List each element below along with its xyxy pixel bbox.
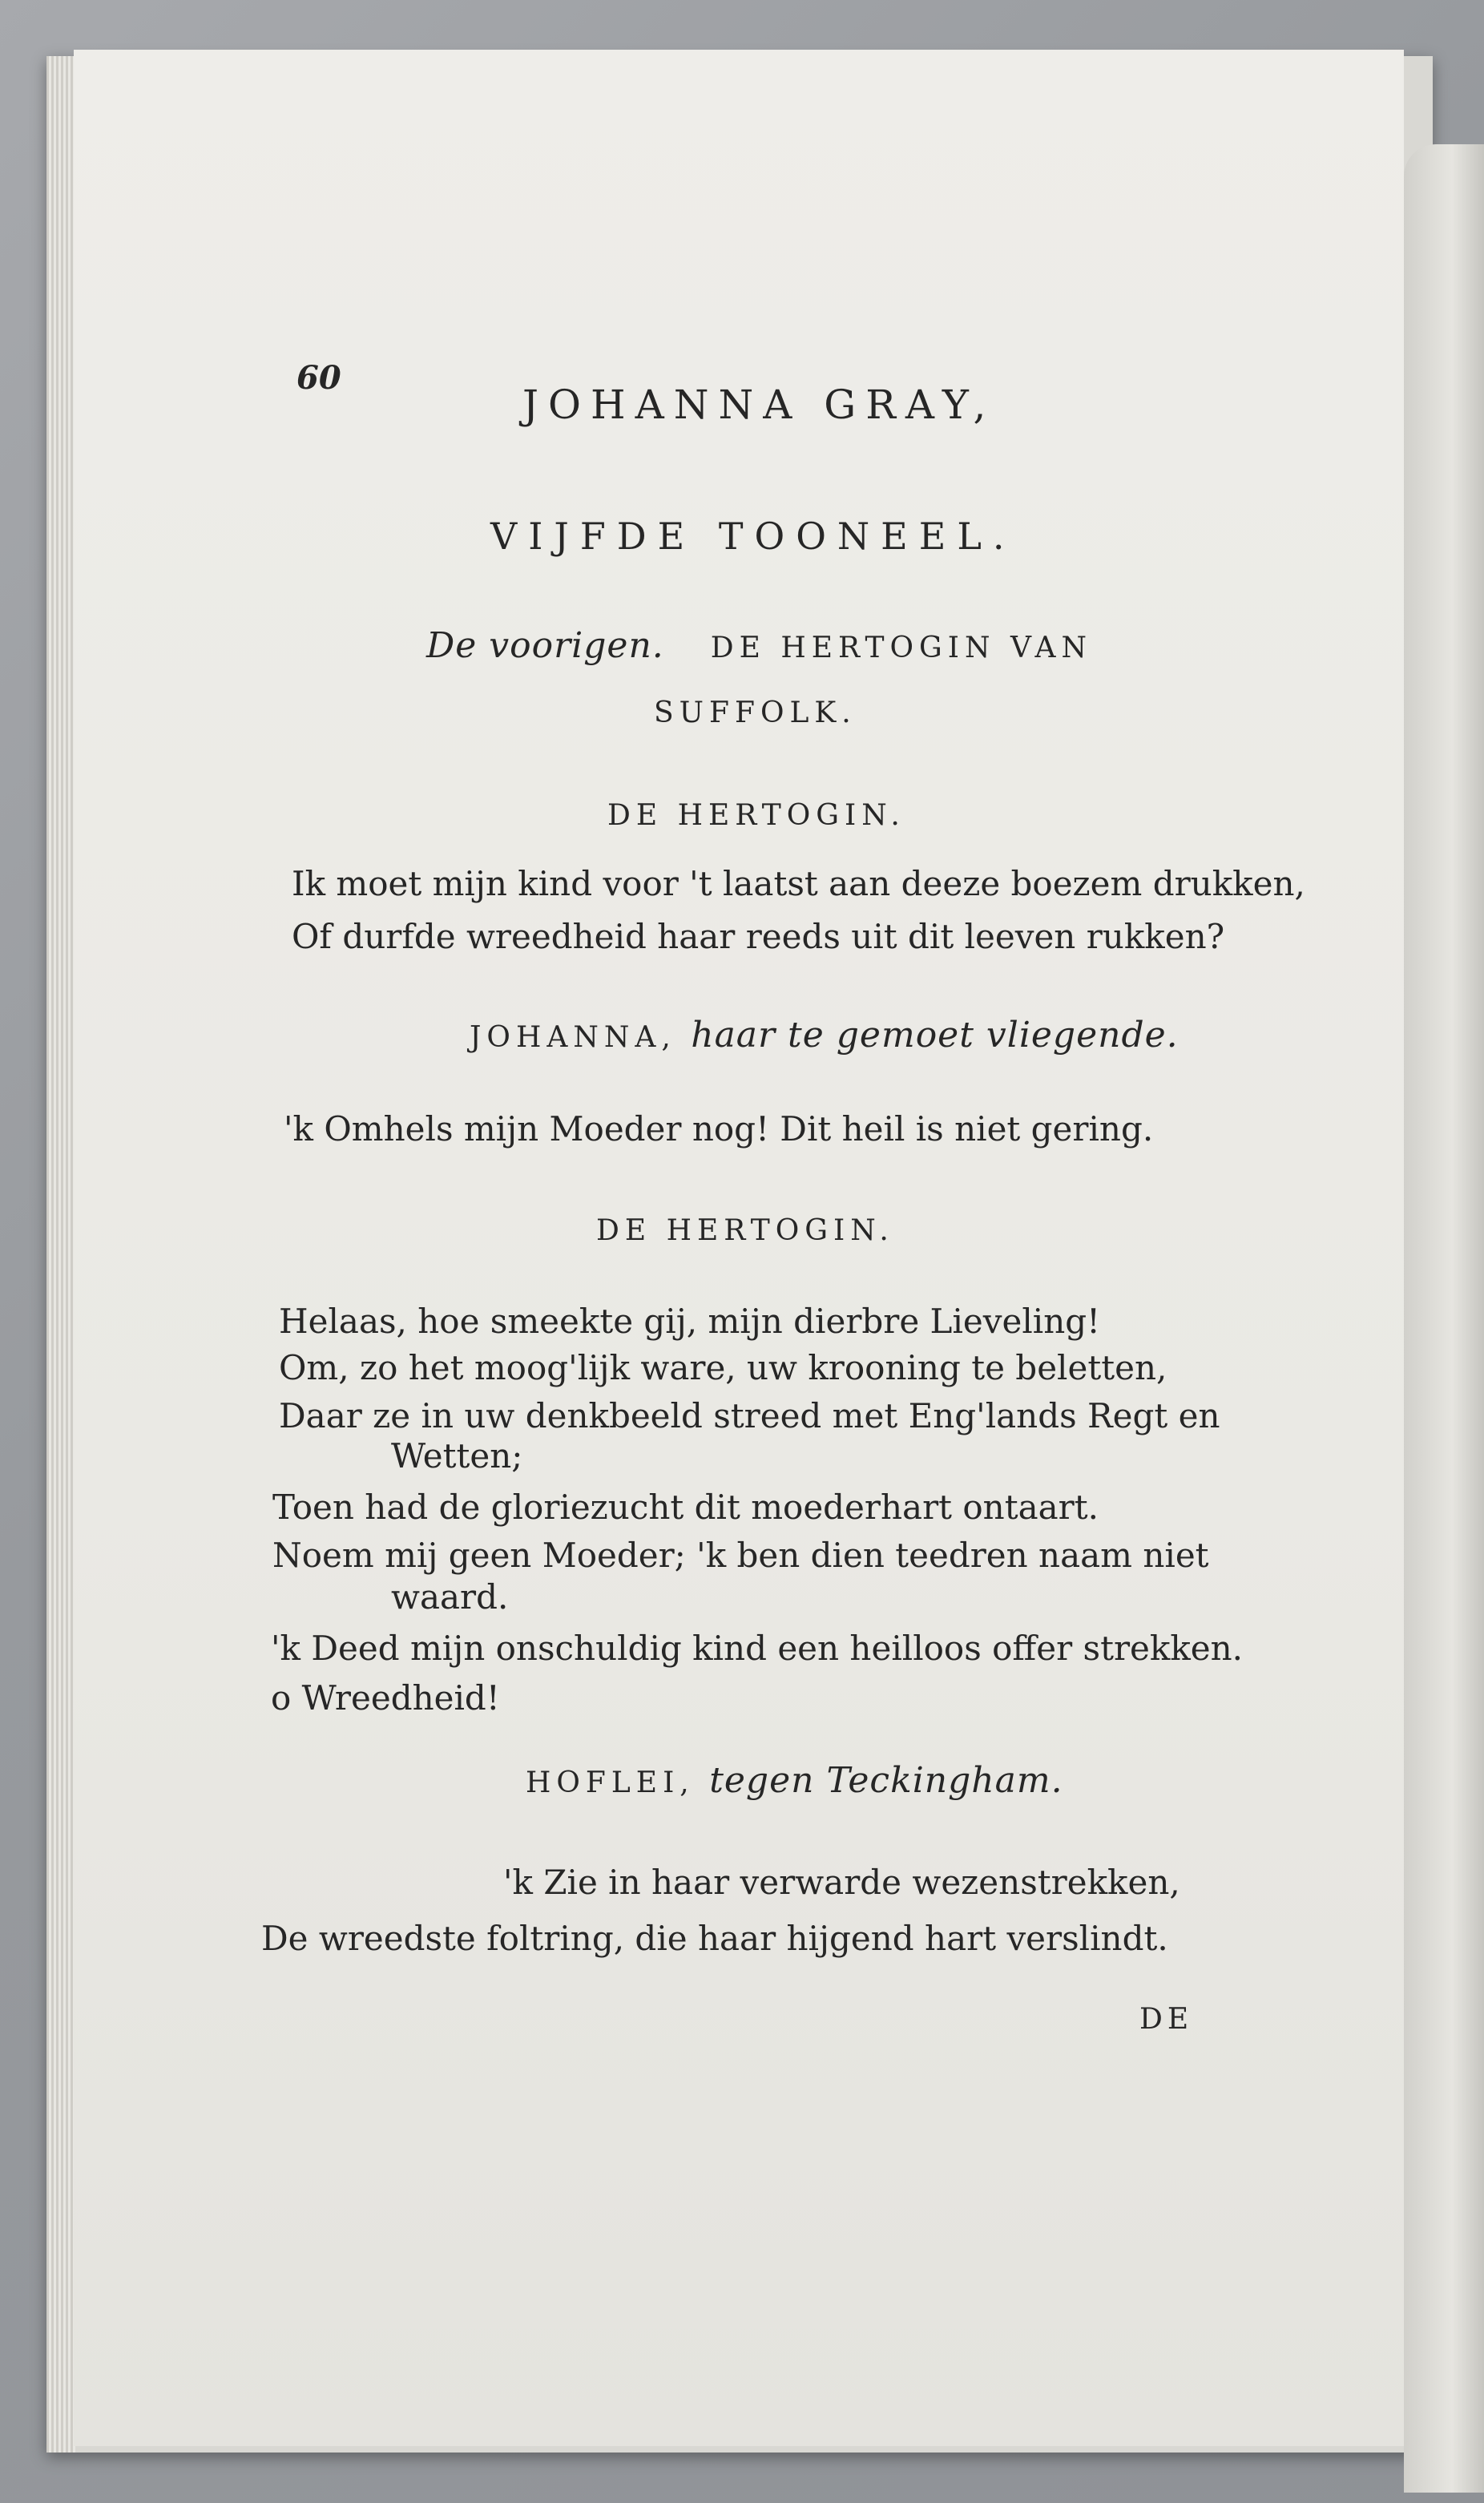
- verse-line: Of durfde wreedheid haar reeds uit dit leeven rukken?: [292, 917, 1225, 956]
- page-number: 60: [296, 359, 341, 397]
- verse-line: Ik moet mijn kind voor 't laatst aan deeze boezem drukken,: [292, 864, 1305, 903]
- verse-line: 'k Deed mijn onschuldig kind een heilloos offer strekken.: [271, 1629, 1244, 1668]
- verse-line: De wreedste foltring, die haar hijgend hart verslindt.: [261, 1919, 1168, 1958]
- book-page: [74, 50, 1404, 2446]
- verse-line: 'k Zie in haar verwarde wezenstrekken,: [503, 1863, 1180, 1902]
- speaker-name: HOFLEI,: [526, 1766, 695, 1799]
- verse-line: 'k Omhels mijn Moeder nog! Dit heil is niet gering.: [284, 1109, 1154, 1149]
- running-head: JOHANNA GRAY,: [522, 382, 996, 428]
- verse-line: Toen had de gloriezucht dit moederhart ontaart.: [272, 1488, 1099, 1527]
- speaker-with-direction: [526, 1760, 1063, 1801]
- verse-line: Helaas, hoe smeekte gij, mijn dierbre Lieveling!: [279, 1302, 1101, 1341]
- scene-title: VIJFDE TOONEEL.: [490, 515, 1016, 558]
- facing-page-edge: [1404, 144, 1484, 2493]
- speaker-with-direction: [470, 1015, 1179, 1056]
- verse-line: o Wreedheid!: [271, 1678, 500, 1718]
- stage-direction: tegen Teckingham.: [709, 1760, 1063, 1801]
- verse-continuation: Wetten;: [391, 1436, 523, 1476]
- speaker-name: DE HERTOGIN.: [596, 1214, 894, 1247]
- dramatis-personae: [426, 625, 1093, 666]
- verse-continuation: waard.: [391, 1577, 509, 1617]
- persons-line-1: DE HERTOGIN VAN: [710, 632, 1093, 664]
- verse-line: Om, zo het moog'lijk ware, uw krooning te beletten,: [279, 1348, 1167, 1387]
- page-edges: [46, 56, 75, 2453]
- verse-line: Noem mij geen Moeder; 'k ben dien teedren naam niet: [272, 1536, 1209, 1575]
- speaker-name: JOHANNA,: [470, 1021, 676, 1054]
- persons-previous: De voorigen.: [426, 625, 664, 666]
- catchword: DE: [1139, 2003, 1194, 2036]
- persons-line-2: SUFFOLK.: [654, 696, 857, 729]
- stage-direction: haar te gemoet vliegende.: [691, 1015, 1179, 1056]
- speaker-name: DE HERTOGIN.: [607, 799, 905, 832]
- verse-line: Daar ze in uw denkbeeld streed met Eng'lands Regt en: [279, 1396, 1220, 1435]
